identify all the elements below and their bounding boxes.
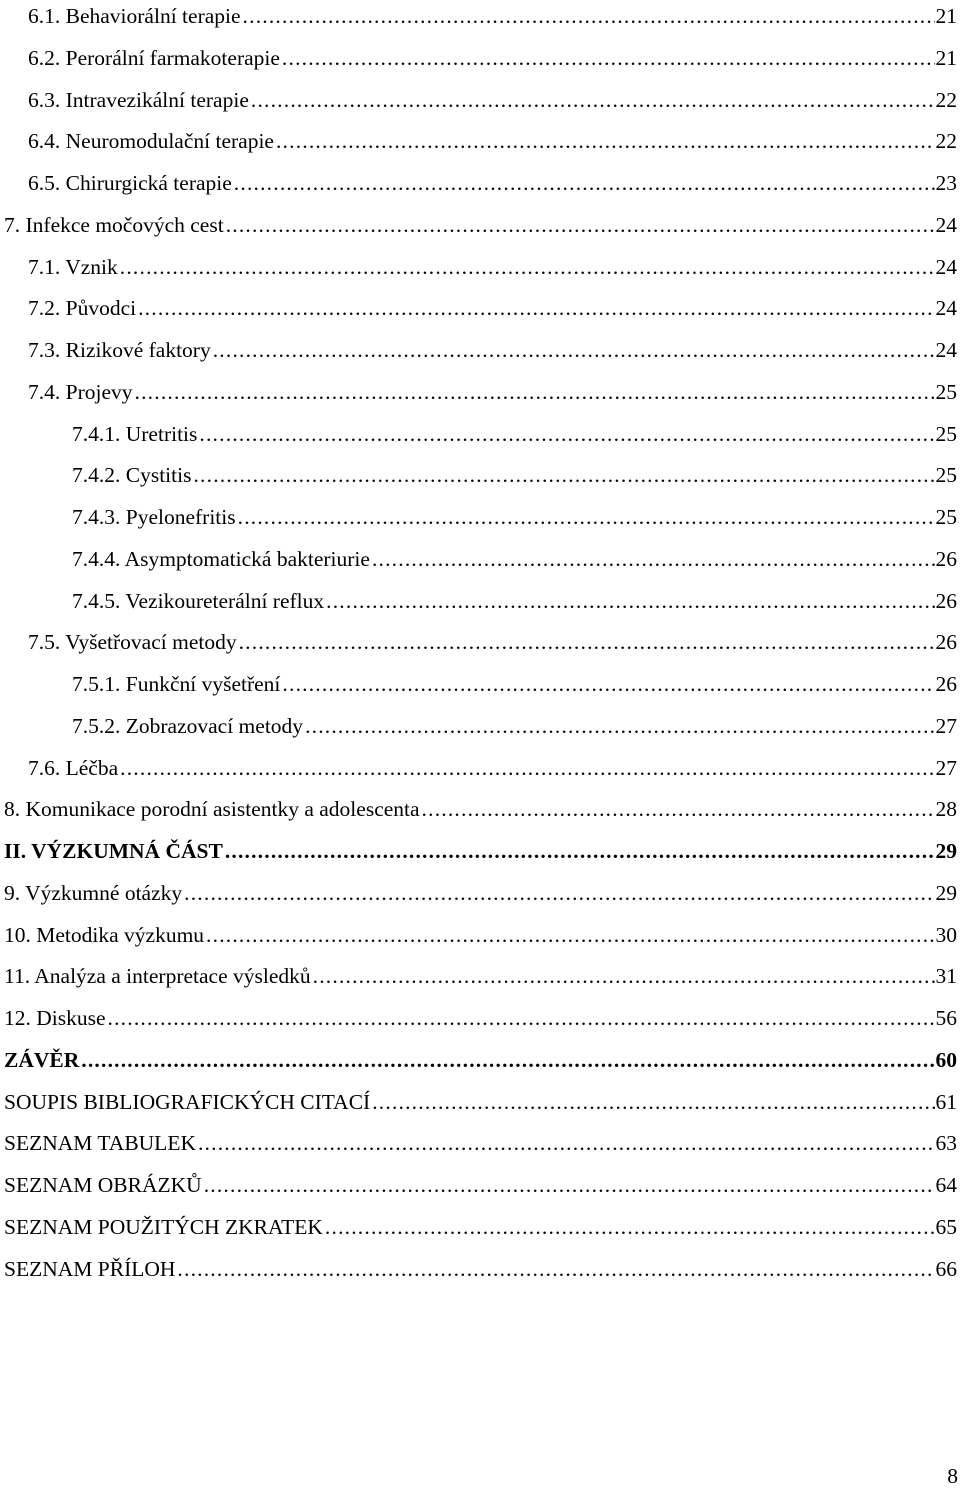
toc-entry[interactable] [72,454,957,496]
toc-entry-title: 7.6. Léčba [28,755,119,780]
toc-entry[interactable] [72,538,957,580]
toc-dot-leader [120,257,935,279]
toc-dot-leader [138,298,934,320]
toc-dot-leader [135,382,935,404]
toc-dot-leader [225,841,935,863]
toc-entry-title: 8. Komunikace porodní asistentky a adolescenta [4,797,420,822]
toc-dot-leader [326,591,934,613]
toc-dot-leader [193,465,934,487]
toc-dot-leader [276,131,935,153]
toc-entry-page: 25 [935,505,957,529]
toc-entry-page: 21 [935,45,957,70]
toc-entry-title: 7.4.3. Pyelonefritis [72,505,236,529]
toc-entry[interactable] [28,287,957,329]
toc-entry-page: 29 [935,839,957,863]
toc-entry[interactable] [28,37,957,79]
toc-entry-page: 64 [935,1173,957,1197]
toc-entry[interactable] [4,1039,957,1081]
toc-entry[interactable] [4,997,957,1039]
toc-entry-page: 25 [935,463,957,488]
toc-entry-title: 7.4.1. Uretritis [72,421,198,446]
toc-entry-title: 11. Analýza a interpretace výsledků [4,964,311,989]
toc-entry-page: 27 [935,755,957,780]
toc-entry-title: II. VÝZKUMNÁ ČÁST [4,839,223,863]
toc-dot-leader [108,1008,935,1030]
toc-dot-leader [199,424,934,446]
toc-dot-leader [282,674,934,696]
toc-entry[interactable] [72,663,957,705]
toc-dot-leader [372,1092,934,1114]
toc-entry-title: 7.4.4. Asymptomatická bakteriurie [72,546,370,571]
toc-entry-page: 25 [935,421,957,446]
toc-entry-title: SOUPIS BIBLIOGRAFICKÝCH CITACÍ [4,1089,371,1114]
toc-dot-leader [325,1217,935,1239]
toc-entry-title: 7.5.2. Zobrazovací metody [72,713,304,738]
toc-dot-leader [206,925,934,947]
toc-entry-title: SEZNAM POUŽITÝCH ZKRATEK [4,1214,323,1239]
toc-dot-leader [251,90,935,112]
toc-dot-leader [422,799,935,821]
toc-entry-page: 29 [935,880,957,905]
toc-entry[interactable] [72,413,957,455]
toc-entry[interactable] [28,120,957,162]
toc-dot-leader [213,340,935,362]
toc-dot-leader [198,1133,935,1155]
toc-entry[interactable] [4,1164,957,1206]
page-number: 8 [947,1464,958,1488]
toc-entry-title: 7.4.5. Vezikoureterální reflux [72,588,325,613]
toc-entry-title: 6.5. Chirurgická terapie [28,171,232,195]
toc-entry-title: 7.4.2. Cystitis [72,463,192,488]
toc-entry-title: 9. Výzkumné otázky [4,880,183,905]
toc-entry[interactable] [28,162,957,204]
toc-entry-page: 23 [935,171,957,195]
toc-entry-page: 26 [935,546,957,571]
toc-entry[interactable] [72,496,957,538]
toc-entry-page: 26 [935,630,957,655]
toc-entry-title: 6.4. Neuromodulační terapie [28,129,274,154]
toc-entry-title: 7.5.1. Funkční vyšetření [72,672,281,696]
toc-entry-title: 7.1. Vznik [28,254,118,279]
toc-entry-page: 22 [935,129,957,154]
toc-entry-page: 65 [935,1214,957,1239]
toc-dot-leader [120,758,934,780]
toc-dot-leader [239,632,935,654]
toc-dot-leader [184,883,934,905]
toc-entry-title: ZÁVĚR [4,1047,80,1072]
toc-dot-leader [243,6,935,28]
toc-entry-page: 24 [935,296,957,321]
toc-dot-leader [81,1050,934,1072]
toc-dot-leader [234,173,935,195]
toc-entry-title: 7.5. Vyšetřovací metody [28,630,237,655]
toc-entry-page: 24 [935,338,957,362]
toc-entry[interactable] [4,914,957,956]
toc-entry-page: 30 [935,922,957,947]
toc-dot-leader [282,48,935,70]
toc-dot-leader [177,1259,934,1281]
toc-entry-title: 7.3. Rizikové faktory [28,338,211,362]
toc-dot-leader [204,1175,935,1197]
toc-entry[interactable] [4,1248,957,1290]
toc-entry[interactable] [4,204,957,246]
toc-entry[interactable] [28,79,957,121]
toc-entry-title: 7.4. Projevy [28,379,133,404]
toc-entry-page: 21 [935,4,957,28]
toc-entry[interactable] [4,830,957,872]
toc-entry-page: 31 [935,964,957,989]
toc-entry[interactable] [4,1081,957,1123]
toc-entry-title: 10. Metodika výzkumu [4,922,205,947]
toc-entry-page: 27 [935,713,957,738]
toc-entry[interactable] [28,621,957,663]
toc-entry[interactable] [4,1206,957,1248]
toc-entry-page: 22 [935,87,957,112]
toc-entry-page: 66 [935,1256,957,1281]
toc-entry[interactable] [4,788,957,830]
toc-entry-title: 12. Diskuse [4,1006,106,1030]
toc-entry[interactable] [4,1122,957,1164]
toc-entry[interactable] [28,371,957,413]
toc-dot-leader [226,215,935,237]
toc-entry[interactable] [28,329,957,371]
toc-dot-leader [305,716,934,738]
toc-entry-page: 56 [935,1006,957,1030]
toc-entry-title: SEZNAM PŘÍLOH [4,1256,176,1281]
toc-entry[interactable] [72,580,957,622]
toc-entry-page: 61 [935,1089,957,1114]
toc-entry-page: 28 [935,797,957,822]
toc-entry[interactable] [28,0,957,37]
toc-dot-leader [372,549,935,571]
toc-entry[interactable] [4,872,957,914]
toc-dot-leader [313,966,935,988]
toc-dot-leader [238,507,935,529]
toc-entry-page: 25 [935,379,957,404]
toc-entry[interactable] [28,246,957,288]
toc-entry-title: 6.2. Perorální farmakoterapie [28,45,280,70]
toc-entry-page: 60 [935,1047,957,1072]
toc-entry-title: 6.3. Intravezikální terapie [28,87,249,112]
toc-entry-page: 63 [935,1131,957,1156]
toc-entry-title: 7.2. Původci [28,296,137,321]
toc-entry[interactable] [4,955,957,997]
toc-entry-page: 26 [935,672,957,696]
toc-entry-title: 6.1. Behaviorální terapie [28,4,241,28]
toc-entry[interactable] [72,705,957,747]
toc-entry-page: 26 [935,588,957,613]
toc-entry-title: 7. Infekce močových cest [4,212,224,237]
toc-entry[interactable] [28,747,957,789]
toc-entry-page: 24 [935,254,957,279]
toc-entry-page: 24 [935,212,957,237]
toc-entry-title: SEZNAM TABULEK [4,1131,196,1156]
toc-entry-title: SEZNAM OBRÁZKŮ [4,1173,202,1197]
